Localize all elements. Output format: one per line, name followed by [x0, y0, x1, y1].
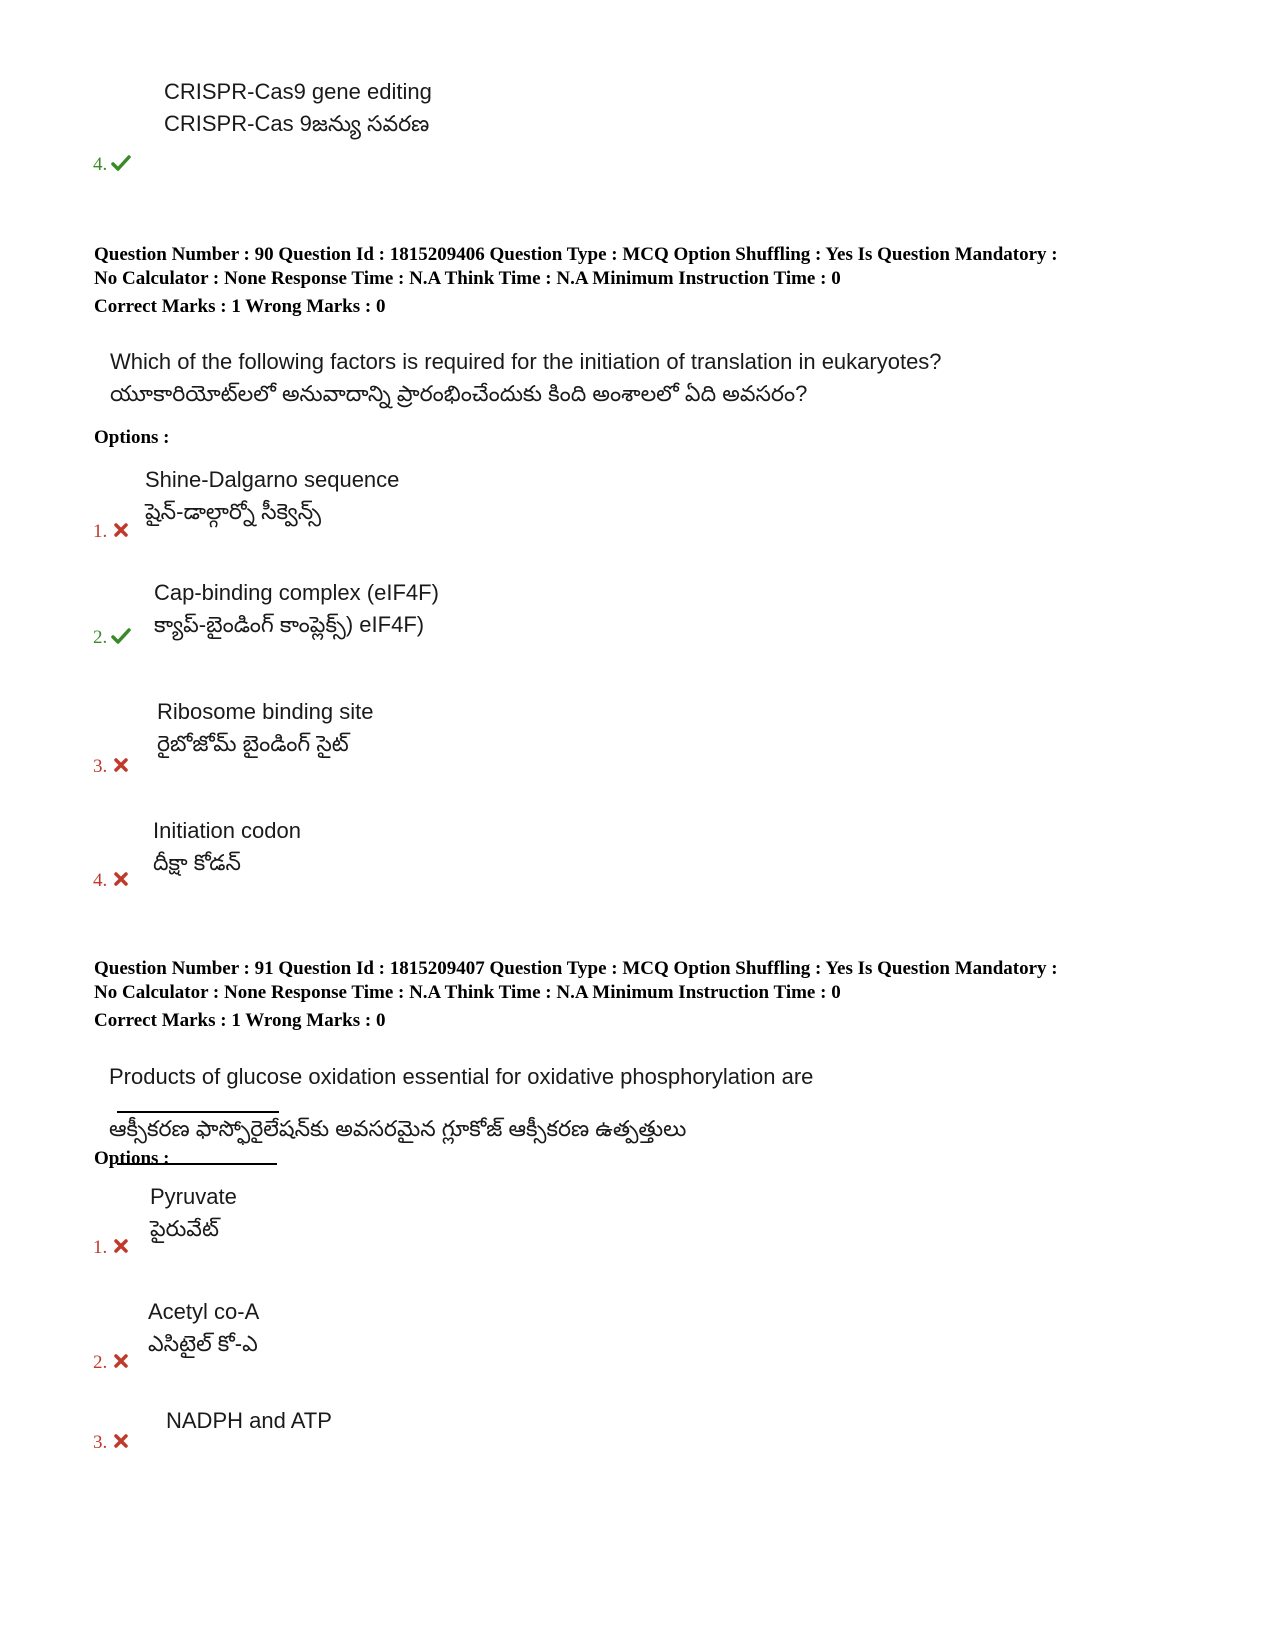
option-number-label: 1. — [93, 1237, 108, 1258]
option-number-label: 4. — [93, 154, 108, 175]
question-text-english-row — [109, 1061, 813, 1113]
cross-icon — [111, 756, 131, 774]
q91-option-1-number — [93, 1237, 131, 1259]
question-text-english: Which of the following factors is required for the initiation of translation in eukaryotes? — [110, 349, 942, 374]
cross-icon — [111, 1237, 131, 1255]
q90-option-2-number — [93, 627, 131, 649]
q90-option-3-text — [157, 696, 373, 760]
answer-blank-line — [117, 1093, 279, 1113]
option-text-telugu: క్యాప్-బైండింగ్ కాంప్లెక్స్) eIF4F) — [154, 612, 425, 637]
option-text-english: Cap-binding complex (eIF4F) — [154, 580, 439, 605]
option-number-label: 2. — [93, 627, 108, 648]
q90-option-4-text — [153, 815, 301, 879]
question-meta-line-1: Question Number : 90 Question Id : 1815209406 Question Type : MCQ Option Shuffling : Yes Is Question Mandatory : — [94, 244, 1058, 265]
question-90-marks: Correct Marks : 1 Wrong Marks : 0 — [94, 296, 386, 317]
top-option-text — [164, 76, 432, 140]
option-number-label: 2. — [93, 1352, 108, 1373]
cross-icon — [111, 521, 131, 539]
question-91-marks: Correct Marks : 1 Wrong Marks : 0 — [94, 1010, 386, 1031]
question-90-metadata — [94, 243, 1214, 291]
option-text-english: CRISPR-Cas9 gene editing — [164, 79, 432, 104]
question-91-text — [109, 1061, 813, 1165]
option-text-english: Initiation codon — [153, 818, 301, 843]
check-icon — [111, 154, 131, 172]
option-text-english: NADPH and ATP — [166, 1408, 332, 1433]
option-text-english: Ribosome binding site — [157, 699, 374, 724]
question-meta-line-1: Question Number : 91 Question Id : 1815209407 Question Type : MCQ Option Shuffling : Yes Is Question Mandatory : — [94, 958, 1058, 979]
top-option-number — [93, 154, 131, 176]
q90-option-1-number — [93, 521, 131, 543]
q90-option-4-number — [93, 870, 131, 892]
cross-icon — [111, 870, 131, 888]
option-text-telugu: రైబోజోమ్ బైండింగ్ సైట్ — [157, 731, 349, 756]
q91-option-3-number — [93, 1432, 131, 1454]
option-text-english: Shine-Dalgarno sequence — [145, 467, 400, 492]
q91-option-2-number — [93, 1352, 131, 1374]
question-text-telugu-row — [109, 1113, 813, 1165]
cross-icon — [111, 1352, 131, 1370]
option-text-english: Acetyl co-A — [148, 1299, 260, 1324]
option-number-label: 3. — [93, 756, 108, 777]
option-text-telugu: CRISPR-Cas 9జన్యు సవరణ — [164, 111, 430, 136]
question-meta-line-2: No Calculator : None Response Time : N.A Think Time : N.A Minimum Instruction Time : 0 — [94, 268, 841, 289]
option-text-telugu: షైన్-డాల్గార్నో సీక్వెన్స్ — [145, 499, 321, 524]
question-91-metadata — [94, 957, 1214, 1005]
q90-option-2-text — [154, 577, 439, 641]
q91-option-1-text — [150, 1181, 237, 1245]
option-text-telugu: పైరువేట్ — [150, 1216, 219, 1241]
question-91-options-label: Options : — [94, 1148, 170, 1169]
question-90-options-label: Options : — [94, 427, 170, 448]
q91-option-2-text — [148, 1296, 259, 1360]
q91-option-3-text — [166, 1405, 332, 1437]
check-icon — [111, 627, 131, 645]
cross-icon — [111, 1432, 131, 1450]
q90-option-1-text — [145, 464, 399, 528]
question-text-english: Products of glucose oxidation essential for oxidative phosphorylation are — [109, 1064, 814, 1089]
option-text-english: Pyruvate — [150, 1184, 237, 1209]
question-meta-line-2: No Calculator : None Response Time : N.A Think Time : N.A Minimum Instruction Time : 0 — [94, 982, 841, 1003]
question-text-telugu: యూకారియోట్‌లలో అనువాదాన్ని ప్రారంభించేందుకు కింది అంశాలలో ఏది అవసరం? — [110, 381, 808, 406]
q90-option-3-number — [93, 756, 131, 778]
question-90-text — [110, 346, 942, 410]
option-number-label: 4. — [93, 870, 108, 891]
option-number-label: 1. — [93, 521, 108, 542]
question-text-telugu: ఆక్సీకరణ ఫాస్ఫోరైలేషన్‌కు అవసరమైన గ్లూకోజ్ ఆక్సీకరణ ఉత్పత్తులు — [109, 1116, 687, 1141]
option-text-telugu: దీక్షా కోడన్ — [153, 850, 241, 875]
option-number-label: 3. — [93, 1432, 108, 1453]
option-text-telugu: ఎసిటైల్ కో-ఎ — [148, 1331, 258, 1356]
